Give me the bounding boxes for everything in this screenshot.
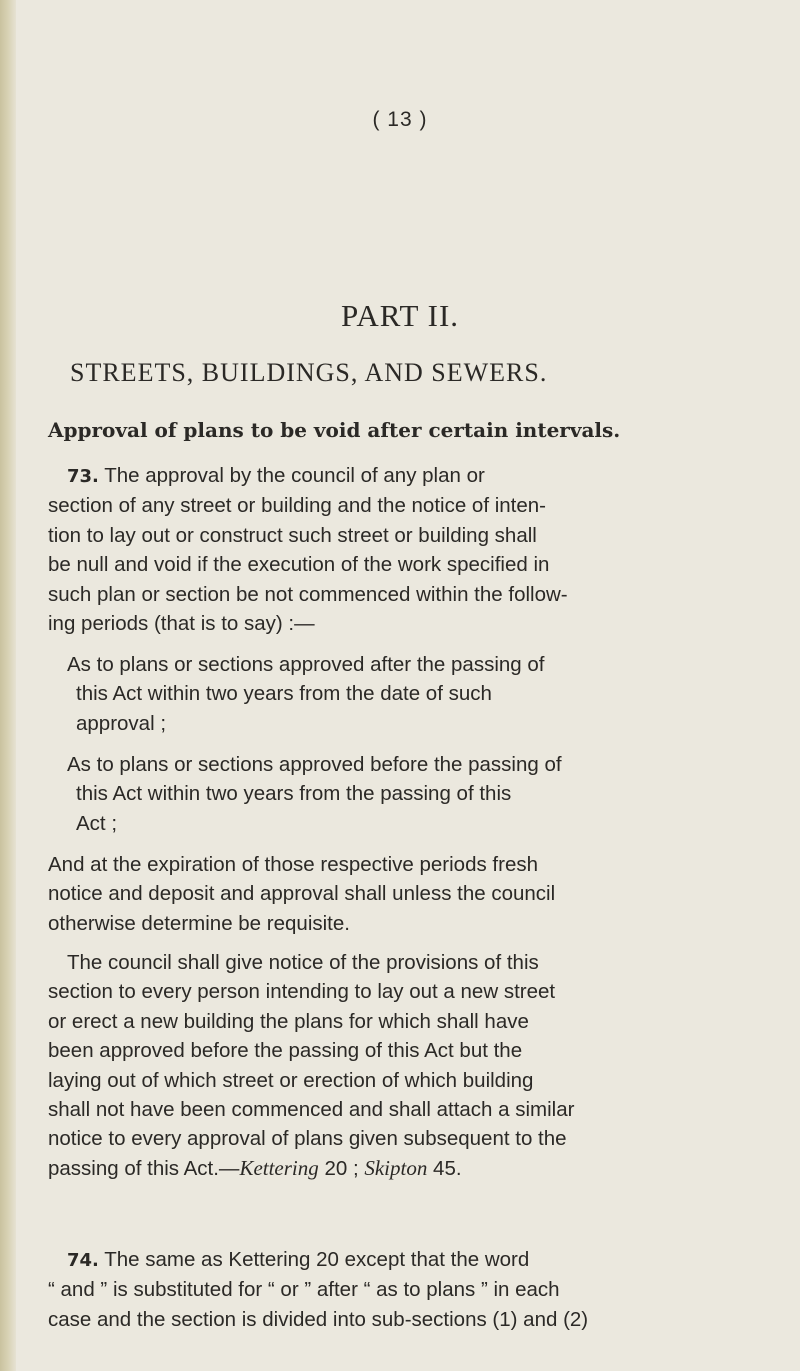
period-item-1	[48, 650, 758, 738]
paragraph-line: And at the expiration of those respective periods fresh	[48, 853, 539, 876]
paragraph-line: be null and void if the execution of the work specified in	[48, 553, 550, 577]
paragraph-line: notice to every approval of plans given subsequent to the	[48, 1127, 567, 1151]
paragraph-line: tion to lay out or construct such street or building shall	[48, 523, 537, 547]
paragraph-line: approval ;	[76, 711, 167, 735]
clause-heading: Approval of plans to be void after certain intervals.	[48, 418, 621, 442]
paragraph-line: laying out of which street or erection of which building	[48, 1068, 534, 1092]
part-title: PART II.	[340, 298, 460, 333]
paragraph-line: ing periods (that is to say) :—	[48, 612, 315, 636]
paragraph-line-citation: passing of this Act.—Kettering 20 ; Skipton 45.	[48, 1155, 462, 1180]
paragraph-line: Act ;	[76, 811, 118, 835]
clause-number: 73.	[67, 466, 99, 487]
citation-skipton: Skipton	[364, 1155, 428, 1180]
paragraph-74	[48, 1245, 758, 1334]
paragraph-line: this Act within two years from the passing of this	[76, 782, 512, 806]
period-item-2	[48, 750, 758, 838]
paragraph-line: this Act within two years from the date of such	[76, 682, 492, 706]
paragraph-line: As to plans or sections approved after the passing of	[67, 653, 545, 676]
paragraph-line: such plan or section be not commenced within the follow-	[48, 582, 568, 606]
paragraph-line: section of any street or building and the notice of inten-	[48, 494, 547, 518]
paragraph-expiration	[48, 850, 758, 938]
page-number: ( 13 )	[372, 108, 428, 131]
paragraph-line: notice and deposit and approval shall unless the council	[48, 882, 556, 906]
paragraph-line: otherwise determine be requisite.	[48, 911, 350, 935]
paragraph-line: 74. The same as Kettering 20 except that the word	[67, 1248, 530, 1271]
paragraph-line: 73. The approval by the council of any plan or	[67, 464, 485, 487]
citation-kettering: Kettering	[239, 1155, 319, 1180]
section-title: STREETS, BUILDINGS, AND SEWERS.	[70, 358, 548, 387]
paragraph-line: “ and ” is substituted for “ or ” after “ as to plans ” in each	[48, 1278, 560, 1302]
paragraph-line: As to plans or sections approved before the passing of	[67, 753, 562, 776]
paragraph-line: case and the section is divided into sub-sections (1) and (2)	[48, 1307, 589, 1331]
paragraph-line: or erect a new building the plans for which shall have	[48, 1009, 529, 1033]
clause-number: 74.	[67, 1250, 99, 1271]
paragraph-line: been approved before the passing of this Act but the	[48, 1039, 523, 1063]
paragraph-73	[48, 461, 758, 638]
paragraph-notice	[48, 948, 758, 1183]
paragraph-line: The council shall give notice of the provisions of this	[67, 951, 539, 974]
paragraph-line: section to every person intending to lay out a new street	[48, 980, 556, 1004]
paragraph-line: shall not have been commenced and shall attach a similar	[48, 1098, 575, 1122]
